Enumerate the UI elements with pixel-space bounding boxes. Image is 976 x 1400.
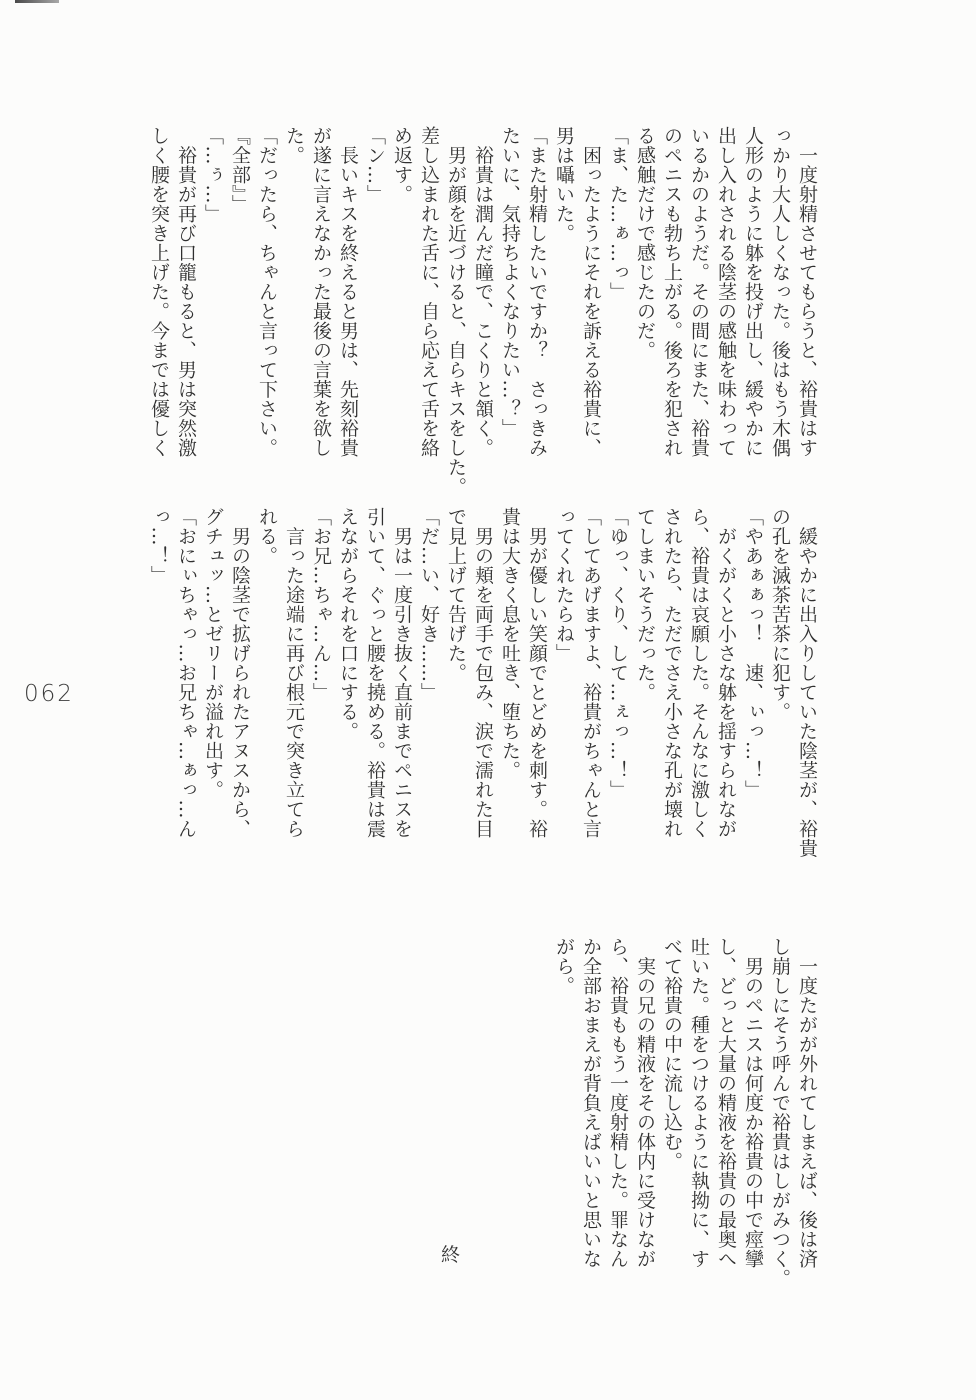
text-line: たいに、気持ちよくなりたい…？」 (499, 126, 521, 438)
text-line: 出し入れされる陰茎の感触を味わって (715, 126, 737, 458)
text-line: 引いて、ぐっと腰を撓める。裕貴は震 (364, 507, 386, 839)
text-line: 「だったら、ちゃんと言って下さい。 (256, 126, 278, 458)
text-line: 人形のように躰を投げ出し、緩やかに (742, 126, 764, 458)
text-line: 「ン…」 (364, 126, 386, 204)
text-line: べて裕貴の中に流し込む。 (661, 937, 683, 1171)
text-line: しく腰を突き上げた。今までは優しく (148, 126, 170, 458)
text-line: の孔を滅茶苦茶に犯す。 (769, 507, 791, 722)
text-line: 男は一度引き抜く直前までペニスを (391, 507, 413, 839)
text-line: 『全部』」 (229, 126, 251, 214)
text-line: がら。 (553, 937, 575, 996)
text-line: 「だ…い、好き……」 (418, 507, 440, 702)
text-line: 吐いた。種をつけるように執拗に、す (688, 937, 710, 1269)
text-line: 一度射精させてもらうと、裕貴はす (796, 126, 818, 458)
text-line: ら、裕貴ももう一度射精した。罪なん (607, 937, 629, 1269)
text-line: 緩やかに出入りしていた陰茎が、裕貴 (796, 507, 818, 858)
text-block-bottom (550, 937, 820, 1288)
text-line: 男が顔を近づけると、自らキスをした。 (445, 126, 467, 497)
text-line: えながらそれを口にする。 (337, 507, 359, 741)
text-line: で見上げて告げた。 (445, 507, 467, 683)
text-line: 「また射精したいですか？ さっきみ (526, 126, 548, 458)
text-line: 「やあぁぁっ！ 速、ぃっ…！」 (742, 507, 764, 800)
text-line: ってくれたらね」 (553, 507, 575, 663)
page-number: 062 (24, 681, 74, 707)
text-line: が遂に言えなかった最後の言葉を欲し (310, 126, 332, 458)
text-line: る感触だけで感じたのだ。 (634, 126, 656, 360)
text-line: め返す。 (391, 126, 413, 204)
text-block-middle (145, 507, 820, 858)
story-end-marker: 終 (441, 1244, 461, 1266)
text-line: っかり大人しくなった。後はもう木偶 (769, 126, 791, 458)
text-line: 「ゆっ、くり、して…ぇっ…！」 (607, 507, 629, 800)
text-line: か全部おまえが背負えばいいと思いな (580, 937, 602, 1269)
text-line: っ…！」 (148, 507, 170, 585)
text-line: 差し込まれた舌に、自ら応えて舌を絡 (418, 126, 440, 458)
text-line: 実の兄の精液をその体内に受けなが (634, 937, 656, 1269)
text-line: 男のペニスは何度か裕貴の中で痙攣 (742, 937, 764, 1269)
text-line: 「してあげますよ、裕貴がちゃんと言 (580, 507, 602, 839)
text-line: 「…ぅ…」 (202, 126, 224, 224)
text-line: 言った途端に再び根元で突き立てら (283, 507, 305, 839)
text-line: 男は囁いた。 (553, 126, 575, 243)
text-line: 男の頬を両手で包み、涙で濡れた目 (472, 507, 494, 839)
text-line: 裕貴は潤んだ瞳で、こくりと頷く。 (472, 126, 494, 458)
text-line: し崩しにそう呼んで裕貴はしがみつく。 (769, 937, 791, 1288)
text-line: 長いキスを終えると男は、先刻裕貴 (337, 126, 359, 458)
text-line: がくがくと小さな躰を揺すられなが (715, 507, 737, 839)
text-line: れる。 (256, 507, 278, 566)
text-block-top (145, 126, 820, 497)
text-line: 「お兄…ちゃ…ん…」 (310, 507, 332, 702)
text-line: 「おにぃちゃっ…お兄ちゃ…ぁっ…ん (175, 507, 197, 839)
text-line: 「ま、た…ぁ…っ」 (607, 126, 629, 302)
text-line: 貴は大きく息を吐き、堕ちた。 (499, 507, 521, 780)
text-line: ら、裕貴は哀願した。そんなに激しく (688, 507, 710, 839)
text-line: いるかのようだ。その間にまた、裕貴 (688, 126, 710, 458)
text-line: 男の陰茎で拡げられたアヌスから、 (229, 507, 251, 839)
text-line: てしまいそうだった。 (634, 507, 656, 702)
text-line: た。 (283, 126, 305, 165)
print-artifact-mark (15, 0, 59, 3)
text-line: のペニスも勃ち上がる。後ろを犯され (661, 126, 683, 458)
text-line: 裕貴が再び口籠もると、男は突然激 (175, 126, 197, 458)
text-line: 一度たがが外れてしまえば、後は済 (796, 937, 818, 1269)
text-line: されたら、ただでさえ小さな孔が壊れ (661, 507, 683, 839)
text-line: 男が優しい笑顔でとどめを刺す。裕 (526, 507, 548, 839)
text-line: し、どっと大量の精液を裕貴の最奥へ (715, 937, 737, 1269)
text-line: グチュッ…とゼリーが溢れ出す。 (202, 507, 224, 800)
text-line: 困ったようにそれを訴える裕貴に、 (580, 126, 602, 458)
